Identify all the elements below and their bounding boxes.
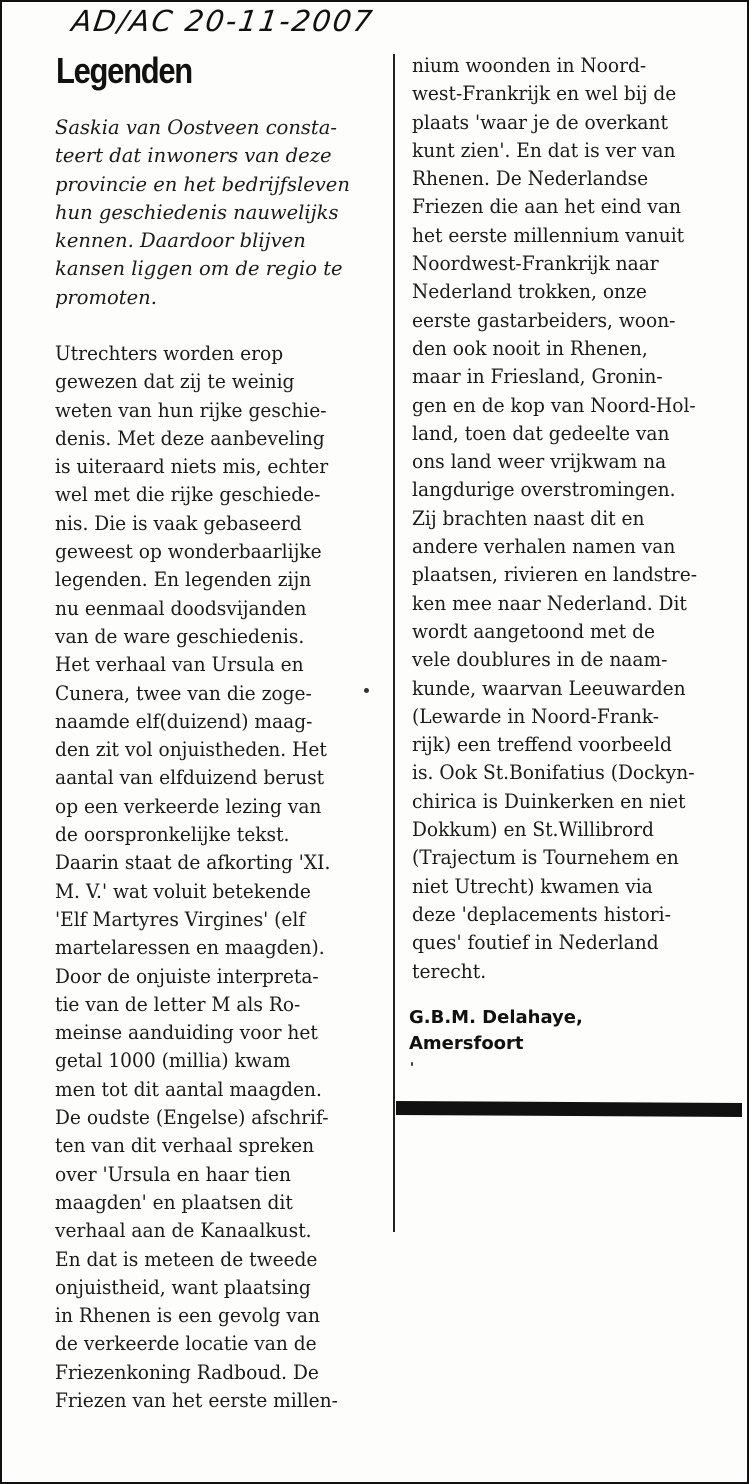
text-line: niet Utrecht) kwamen via (412, 873, 653, 898)
text-line: andere verhalen namen van (412, 534, 676, 559)
section-end-rule (396, 1101, 742, 1117)
intro-line: kansen liggen om de regio te (55, 257, 343, 281)
text-line: nis. Die is vaak gebaseerd (55, 510, 302, 535)
handwritten-source-date: AD/AC 20-11-2007 (69, 4, 377, 38)
text-line: getal 1000 (millia) kwam (55, 1048, 291, 1073)
text-line: onjuistheid, want plaatsing (55, 1274, 311, 1299)
scan-speck (364, 688, 369, 693)
text-line: de verkeerde locatie van de (55, 1331, 317, 1356)
text-line: is. Ook St.Bonifatius (Dockyn- (412, 760, 695, 785)
text-line: wordt aangetoond met de (412, 618, 655, 643)
text-line: men tot dit aantal maagden. (55, 1076, 322, 1101)
text-line: geweest op wonderbaarlijke (55, 539, 322, 564)
intro-line: teert dat inwoners van deze (55, 144, 332, 168)
text-line: tie van de letter M als Ro- (55, 991, 301, 1016)
text-line: eerste gastarbeiders, woon- (412, 307, 676, 332)
letter-signature (409, 1005, 583, 1057)
text-line: (Trajectum is Tournehem en (412, 845, 679, 870)
text-line: Nederland trokken, onze (412, 279, 647, 304)
text-line: west-Frankrijk en wel bij de (412, 81, 677, 106)
text-line: weten van hun rijke geschie- (55, 397, 327, 422)
text-line: (Lewarde in Noord-Frank- (412, 703, 660, 728)
text-line: plaats 'waar je de overkant (412, 109, 668, 134)
scan-speck (411, 1062, 413, 1066)
text-line: Cunera, twee van die zoge- (55, 680, 312, 705)
text-line: vele doublures in de naam- (412, 647, 668, 672)
text-line: ques' foutief in Nederland (412, 930, 659, 955)
text-line: van de ware geschiedenis. (55, 623, 305, 648)
text-line: is uiteraard niets mis, echter (55, 454, 329, 479)
text-line: legenden. En legenden zijn (55, 567, 312, 592)
text-line: maar in Friesland, Gronin- (412, 364, 663, 389)
text-line: de oorspronkelijke tekst. (55, 822, 290, 847)
intro-line: provincie en het bedrijfsleven (55, 172, 350, 196)
text-line: Zij brachten naast dit en (412, 505, 645, 530)
text-line: land, toen dat gedeelte van (412, 420, 670, 445)
text-line: wel met die rijke geschiede- (55, 482, 321, 507)
text-line: ken mee naar Nederland. Dit (412, 590, 687, 615)
text-line: in Rhenen is een gevolg van (55, 1303, 320, 1328)
left-column (55, 339, 359, 1414)
text-line: Door de onjuiste interpreta- (55, 963, 319, 988)
column-divider (393, 54, 395, 1232)
text-line: maagden' en plaatsen dit (55, 1189, 293, 1214)
text-line: gewezen dat zij te weinig (55, 369, 295, 394)
intro-line: Saskia van Oostveen consta- (55, 116, 337, 139)
text-line: M. V.' wat voluit betekende (55, 878, 311, 903)
article-headline: Legenden (56, 50, 192, 91)
text-line: denis. Met deze aanbeveling (55, 425, 325, 450)
text-line: Friezenkoning Radboud. De (55, 1359, 319, 1384)
text-line: De oudste (Engelse) afschrif- (55, 1105, 329, 1130)
text-line: martelaressen en maagden). (55, 935, 325, 960)
author-name: G.B.M. Delahaye, (409, 1007, 583, 1028)
text-line: ons land weer vrijkwam na (412, 449, 667, 474)
text-line: rijk) een treffend voorbeeld (412, 732, 672, 757)
text-line: den ook nooit in Rhenen, (412, 335, 648, 360)
text-line: Utrechters worden erop (55, 341, 284, 365)
text-line: Rhenen. De Nederlandse (412, 166, 649, 191)
text-line: meinse aanduiding voor het (55, 1020, 318, 1045)
intro-line: hun geschiedenis nauwelijks (55, 200, 339, 224)
article-intro (55, 114, 385, 312)
intro-line: kennen. Daardoor blijven (55, 229, 306, 253)
text-line: over 'Ursula en haar tien (55, 1161, 291, 1186)
text-line: langdurige overstromingen. (412, 477, 676, 502)
text-line: kunt zien'. En dat is ver van (412, 137, 676, 162)
text-line: Daarin staat de afkorting 'XI. (55, 850, 331, 875)
text-line: Noordwest-Frankrijk naar (412, 251, 659, 276)
text-line: het eerste millennium vanuit (412, 222, 685, 247)
text-line: op een verkeerde lezing van (55, 793, 322, 818)
right-column (412, 51, 718, 985)
text-line: chirica is Duinkerken en niet (412, 788, 686, 813)
author-place: Amersfoort (409, 1033, 524, 1054)
text-line: 'Elf Martyres Virgines' (elf (55, 906, 306, 931)
text-line: plaatsen, rivieren en landstre- (412, 562, 697, 587)
text-line: Het verhaal van Ursula en (55, 652, 304, 677)
intro-line: promoten. (55, 285, 157, 309)
text-line: gen en de kop van Noord-Hol- (412, 392, 696, 417)
text-line: Friezen van het eerste millen- (55, 1387, 338, 1412)
text-line: terecht. (412, 958, 487, 983)
text-line: kunde, waarvan Leeuwarden (412, 675, 686, 700)
text-line: aantal van elfduizend berust (55, 765, 325, 790)
text-line: nu eenmaal doodsvijanden (55, 595, 307, 620)
text-line: nium woonden in Noord- (412, 53, 647, 77)
text-line: Friezen die aan het eind van (412, 194, 682, 219)
text-line: Dokkum) en St.Willibrord (412, 817, 654, 842)
text-line: ten van dit verhaal spreken (55, 1133, 315, 1158)
text-line: En dat is meteen de tweede (55, 1246, 318, 1271)
text-line: verhaal aan de Kanaalkust. (55, 1218, 312, 1243)
text-line: deze 'deplacements histori- (412, 901, 671, 926)
text-line: den zit vol onjuistheden. Het (55, 737, 327, 762)
text-line: naamde elf(duizend) maag- (55, 708, 313, 733)
